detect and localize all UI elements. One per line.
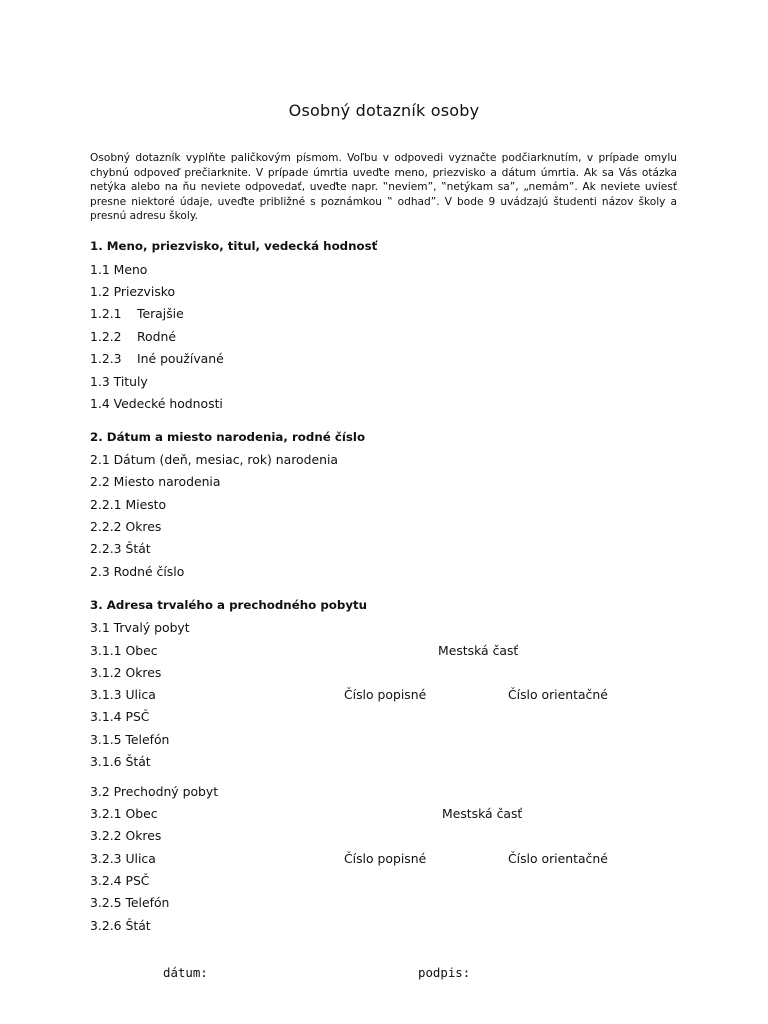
- field-miesto: 2.2.1 Miesto: [90, 497, 167, 512]
- field-rodne-cislo: 2.3 Rodné číslo: [90, 564, 185, 579]
- field-trvaly-cislo-orientacne: Číslo orientačné: [508, 687, 608, 702]
- field-trvaly-mestska-cast: Mestská časť: [438, 643, 519, 658]
- podpis-label: podpis:: [418, 965, 471, 980]
- field-miesto-narodenia: 2.2 Miesto narodenia: [90, 474, 221, 489]
- field-okres: 2.2.2 Okres: [90, 519, 162, 534]
- field-prechodny-telefon: 3.2.5 Telefón: [90, 895, 170, 910]
- field-label: Iné používané: [137, 351, 224, 366]
- field-prechodny-obec: 3.2.1 Obec: [90, 806, 158, 821]
- field-prechodny-cislo-popisne: Číslo popisné: [344, 851, 427, 866]
- field-trvaly-telefon: 3.1.5 Telefón: [90, 732, 170, 747]
- field-prechodny-psc: 3.2.4 PSČ: [90, 873, 150, 888]
- field-stat: 2.2.3 Štát: [90, 541, 151, 556]
- field-label: Terajšie: [137, 306, 184, 321]
- field-number: 1.2.1: [90, 306, 122, 321]
- field-number: 1.2.2: [90, 329, 122, 344]
- field-trvaly-psc: 3.1.4 PSČ: [90, 709, 150, 724]
- field-datum-narodenia: 2.1 Dátum (deň, mesiac, rok) narodenia: [90, 452, 338, 467]
- field-trvaly-cislo-popisne: Číslo popisné: [344, 687, 427, 702]
- datum-label: dátum:: [163, 965, 208, 980]
- field-rodne: [90, 329, 176, 344]
- field-vedecke-hodnosti: 1.4 Vedecké hodnosti: [90, 396, 223, 411]
- field-terajsie: [90, 306, 184, 321]
- field-meno: 1.1 Meno: [90, 262, 148, 277]
- field-label: Rodné: [137, 329, 176, 344]
- section-1-heading: 1. Meno, priezvisko, titul, vedecká hodnosť: [90, 239, 378, 253]
- field-tituly: 1.3 Tituly: [90, 374, 148, 389]
- field-prechodny-okres: 3.2.2 Okres: [90, 828, 162, 843]
- instructions-paragraph: Osobný dotazník vyplňte paličkovým písmom. Voľbu v odpovedi vyznačte podčiarknutím, v prípade omylu chybnú odpoveď prečiarknite. V prípade úmrtia uveďte meno, priezvisko a dátum úmrtia. Ak sa Vás otázka netýka alebo na ňu neviete odpovedať, uveďte napr. ‟neviem”, ‟netýkam sa”, „nemám”. Ak neviete uviesť presne niektoré údaje, uveďte približné s poznámkou ‟ odhad”. V bode 9 uvádzajú študenti názov školy a presnú adresu školy.: [90, 152, 677, 223]
- field-trvaly-stat: 3.1.6 Štát: [90, 754, 151, 769]
- page-title: Osobný dotazník osoby: [288, 101, 480, 120]
- field-trvaly-pobyt: 3.1 Trvalý pobyt: [90, 620, 190, 635]
- field-prechodny-mestska-cast: Mestská časť: [442, 806, 523, 821]
- field-prechodny-pobyt: 3.2 Prechodný pobyt: [90, 784, 219, 799]
- field-trvaly-obec: 3.1.1 Obec: [90, 643, 158, 658]
- field-ine-pouzivane: [90, 351, 224, 366]
- field-prechodny-ulica: 3.2.3 Ulica: [90, 851, 156, 866]
- section-2-heading: 2. Dátum a miesto narodenia, rodné číslo: [90, 430, 366, 444]
- field-number: 1.2.3: [90, 351, 122, 366]
- field-priezvisko: 1.2 Priezvisko: [90, 284, 176, 299]
- field-trvaly-okres: 3.1.2 Okres: [90, 665, 162, 680]
- section-3-heading: 3. Adresa trvalého a prechodného pobytu: [90, 598, 368, 612]
- field-prechodny-cislo-orientacne: Číslo orientačné: [508, 851, 608, 866]
- field-prechodny-stat: 3.2.6 Štát: [90, 918, 151, 933]
- field-trvaly-ulica: 3.1.3 Ulica: [90, 687, 156, 702]
